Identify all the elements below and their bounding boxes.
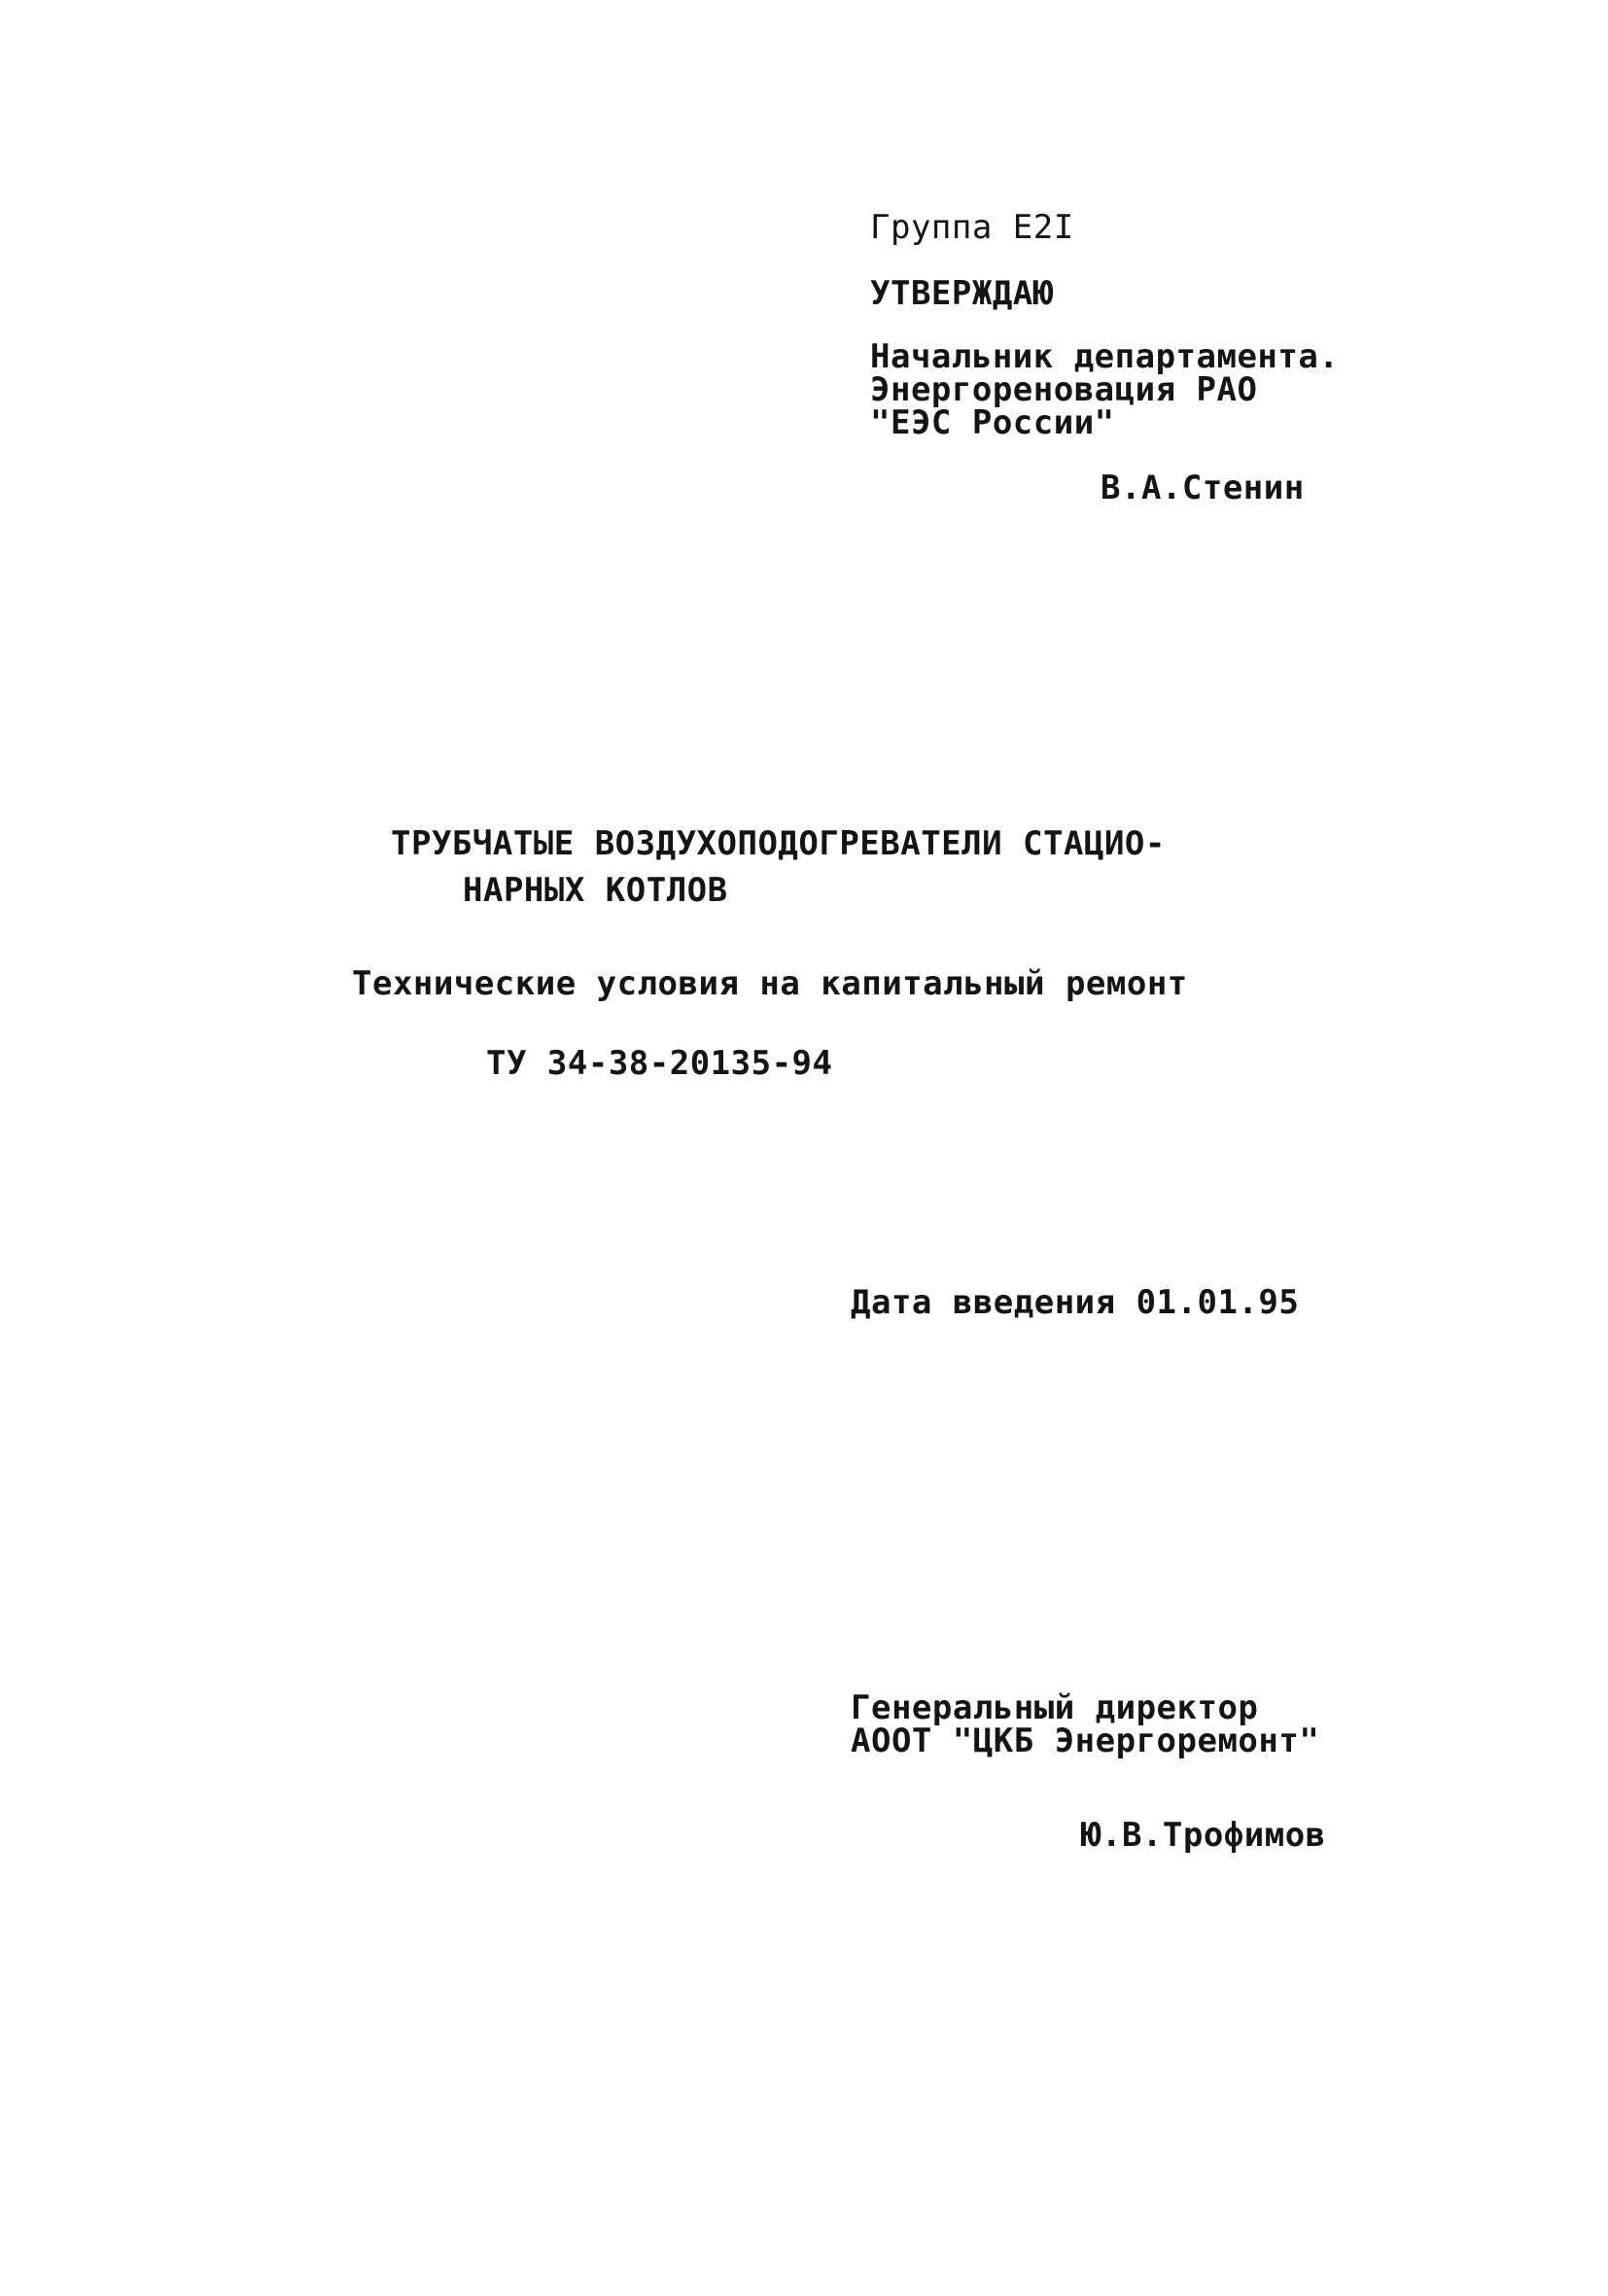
document-title-line-2: НАРНЫХ КОТЛОВ (463, 871, 728, 910)
effective-date: Дата введения 01.01.95 (851, 1283, 1300, 1322)
approval-heading: УТВЕРЖДАЮ (870, 274, 1054, 313)
approver-position-line: Энергореновация РАО (870, 370, 1258, 409)
approver-position (870, 337, 1340, 442)
developer-name: Ю.В.Трофимов (1081, 1816, 1326, 1855)
developer-position-line: Генеральный директор (851, 1688, 1259, 1727)
developer-position-line: АООТ "ЦКБ Энергоремонт" (851, 1722, 1320, 1760)
document-code: ТУ 34-38-20135-94 (486, 1044, 833, 1083)
document-subtitle: Технические условия на капитальный ремонт (352, 964, 1188, 1003)
approver-position-line: "ЕЭС России" (870, 403, 1115, 442)
group-code: Группа E2I (870, 208, 1074, 247)
approver-name: В.А.Стенин (1101, 469, 1305, 507)
developer-position (851, 1688, 1320, 1760)
approver-position-line: Начальник департамента. (870, 337, 1340, 376)
document-title-line-1: ТРУБЧАТЫЕ ВОЗДУХОПОДОГРЕВАТЕЛИ СТАЦИО- (391, 824, 1166, 863)
